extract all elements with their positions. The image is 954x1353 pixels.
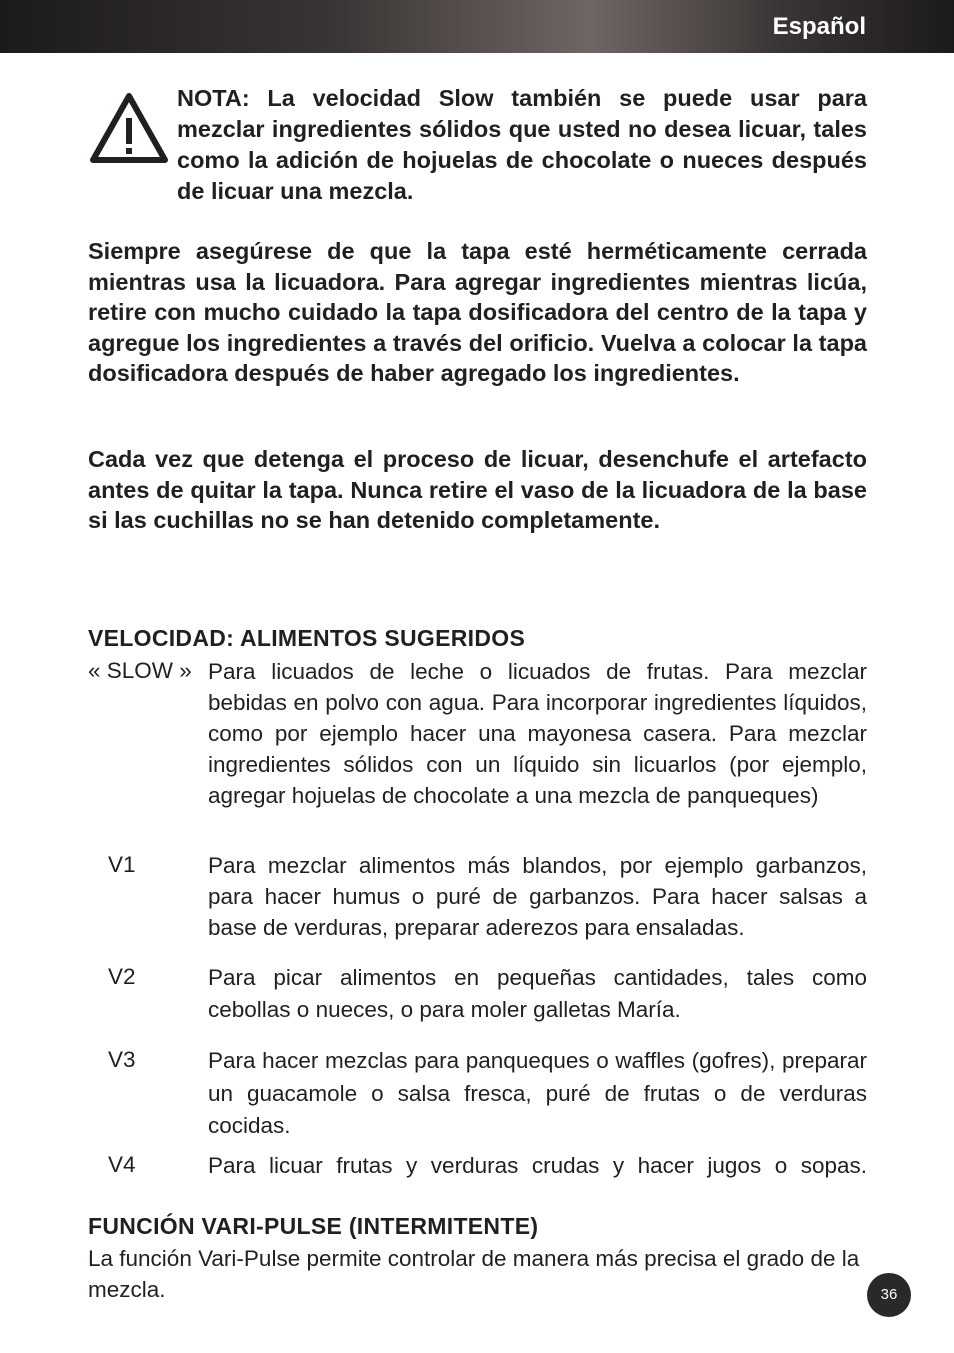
speed-term-v4: V4: [108, 1152, 136, 1177]
speed-heading: VELOCIDAD: ALIMENTOS SUGERIDOS: [88, 625, 526, 651]
warning-triangle-icon: [88, 90, 170, 166]
speed-definition-v4: Para licuar frutas y verduras crudas y hacer jugos o sopas.: [208, 1153, 867, 1178]
speed-definition-slow: Para licuados de leche o licuados de frutas. Para mezclar bebidas en polvo con agua. Para incorporar ingredientes líquidos, como por ejemplo hacer una mayonesa casera. Para mezclar ingredientes sólidos con un líquido sin licuarlos (por ejemplo, agregar hojuelas de chocolate a una mezcla de panqueques): [208, 659, 867, 808]
speed-definition-v3: Para hacer mezclas para panqueques o waffles (gofres), preparar un guacamole o salsa fresca, puré de frutas o de verduras cocidas.: [208, 1048, 867, 1138]
speed-term-v2: V2: [108, 964, 136, 989]
speed-term-v1: V1: [108, 852, 136, 877]
speed-definition-v1: Para mezclar alimentos más blandos, por ejemplo garbanzos, para hacer humus o puré de garbanzos. Para hacer salsas a base de verduras, preparar aderezos para ensaladas.: [208, 853, 867, 940]
lid-instructions: Siempre asegúrese de que la tapa esté herméticamente cerrada mientras usa la licuadora. Para agregar ingredientes mientras licúa, retire con mucho cuidado la tapa dosificadora del centro de la tapa y agregue los ingredientes a través del orificio. Vuelva a colocar la tapa dosificadora después de haber agregado los ingredientes.: [88, 238, 867, 386]
unplug-warning: Cada vez que detenga el proceso de licuar, desenchufe el artefacto antes de quitar la tapa. Nunca retire el vaso de la licuadora de la base si las cuchillas no se han detenido completamente.: [88, 446, 867, 533]
language-label: Español: [772, 13, 866, 40]
pulse-heading: FUNCIÓN VARI-PULSE (INTERMITENTE): [88, 1213, 539, 1239]
page-header: [0, 0, 954, 53]
note-text: NOTA: La velocidad Slow también se puede usar para mezclar ingredientes sólidos que usted no desea licuar, tales como la adición de hojuelas de chocolate o nueces después de licuar una mezcla.: [177, 85, 867, 204]
speed-definition-v2: Para picar alimentos en pequeñas cantidades, tales como cebollas o nueces, o para moler galletas María.: [208, 965, 867, 1022]
pulse-description: La función Vari-Pulse permite controlar de manera más precisa el grado de la mezcla.: [88, 1246, 860, 1302]
speed-term-slow: « SLOW »: [88, 658, 192, 683]
speed-term-v3: V3: [108, 1047, 136, 1072]
page-number-badge: 36: [867, 1273, 911, 1317]
